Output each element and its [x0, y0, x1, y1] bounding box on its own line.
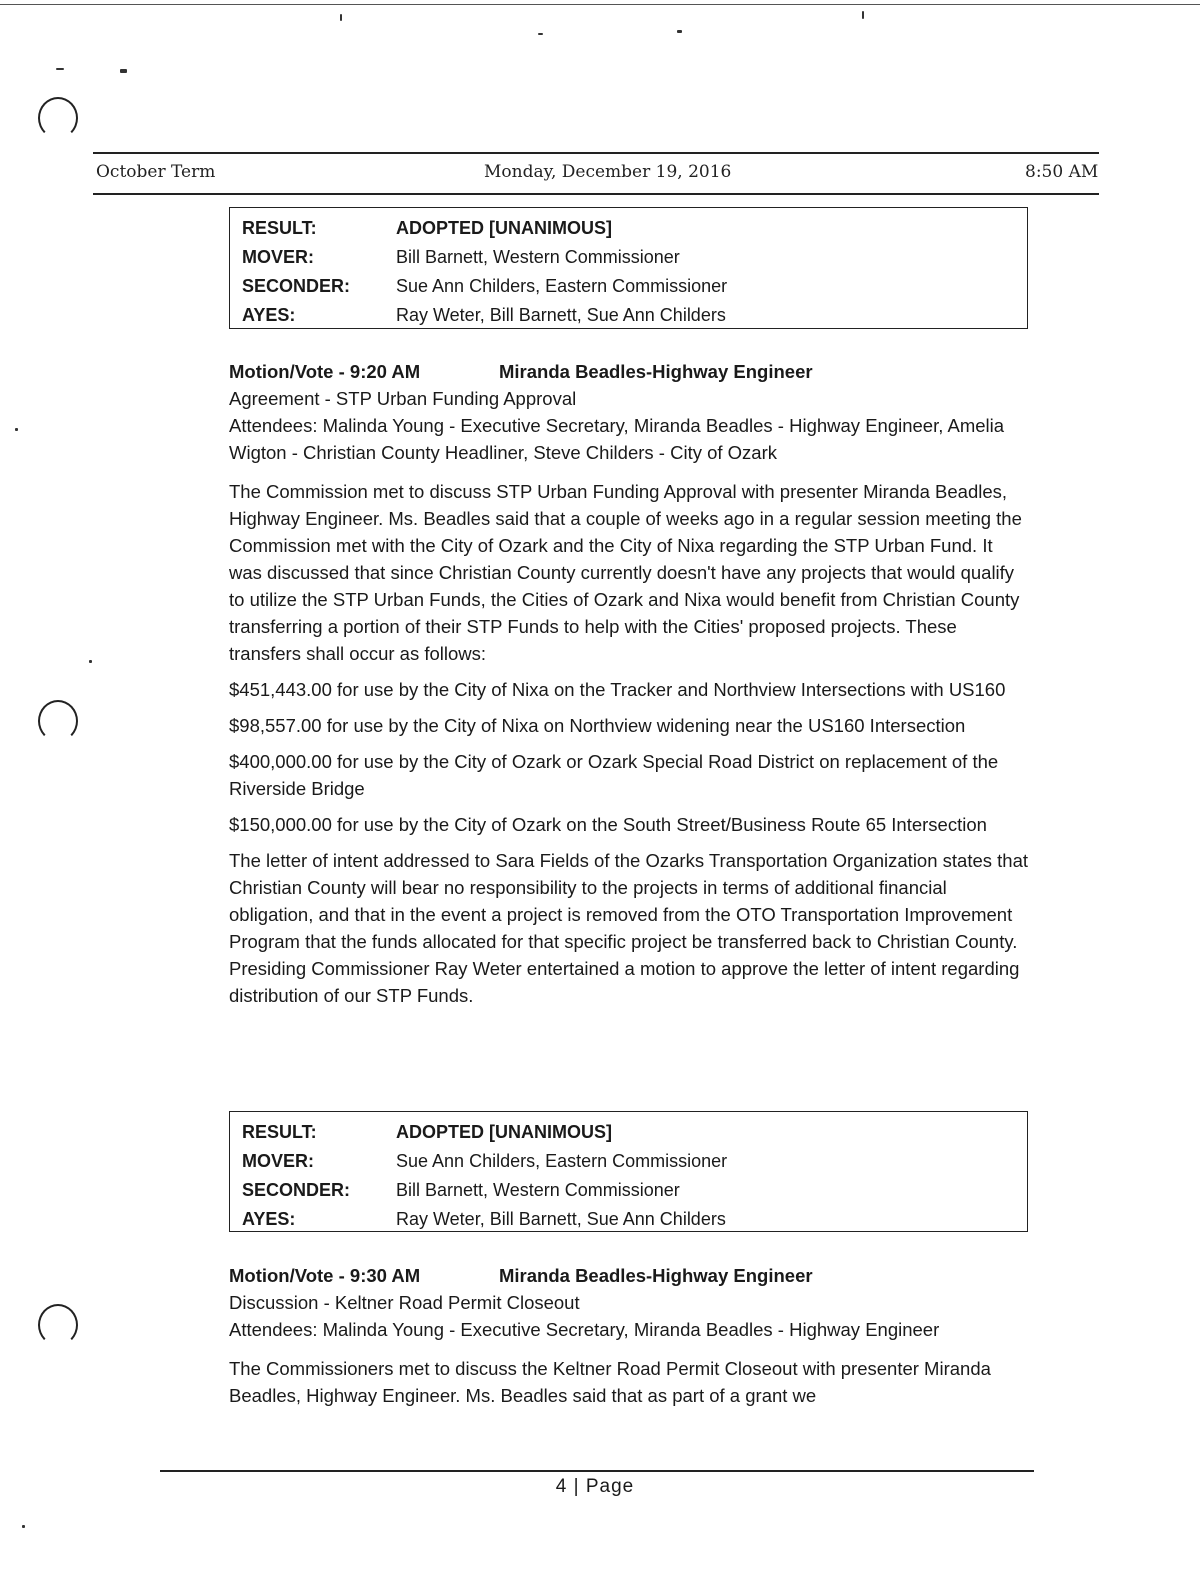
scan-speck — [89, 660, 92, 663]
punch-hole — [38, 97, 78, 139]
vote-key: AYES: — [242, 305, 296, 325]
scan-speck — [862, 11, 864, 19]
motion-heading — [229, 1262, 1029, 1289]
motion-presenter: Miranda Beadles-Highway Engineer — [499, 361, 813, 382]
vote-key: SECONDER: — [242, 276, 351, 296]
vote-row — [242, 1147, 1027, 1176]
scan-speck — [120, 69, 127, 73]
motion-label: Motion/Vote - 9:30 AM — [229, 1265, 421, 1286]
body-paragraph: The Commission met to discuss STP Urban Funding Approval with presenter Miranda Beadles, Highway Engineer. Ms. Beadles said that a couple of weeks ago in a regular session meeting the Commission met with the City of Ozark and the City of Nixa regarding the STP Urban Fund. It was discussed that since Christian County currently doesn't have any projects that would qualify to utilize the STP Urban Funds, the Cities of Ozark and Nixa would benefit from Christian County transferring a portion of their STP Funds to help with the Cities' proposed projects. These transfers shall occur as follows: — [229, 481, 1022, 664]
motion-presenter: Miranda Beadles-Highway Engineer — [499, 1265, 813, 1286]
vote-row — [242, 1205, 1027, 1234]
scan-speck — [22, 1525, 25, 1528]
motion-heading — [229, 358, 1029, 385]
vote-row — [242, 1176, 1027, 1205]
scan-top-edge — [0, 4, 1200, 5]
body-paragraph: The letter of intent addressed to Sara Fields of the Ozarks Transportation Organization states that Christian County will bear no responsibility to the projects in terms of additional financial obligation, and that in the event a project is removed from the OTO Transportation Improvement Program that the funds allocated for that specific project be transferred back to Christian County. Presiding Commissioner Ray Weter entertained a motion to approve the letter of intent regarding distribution of our STP Funds. — [229, 850, 1029, 1006]
vote-value: Sue Ann Childers, Eastern Commissioner — [396, 1151, 728, 1171]
punch-hole — [38, 700, 78, 742]
header-time: 8:50 AM — [1025, 162, 1099, 182]
vote-value: Bill Barnett, Western Commissioner — [396, 1180, 680, 1200]
motion-subject: Discussion - Keltner Road Permit Closeout — [229, 1292, 580, 1313]
header-rule-top — [93, 152, 1099, 154]
punch-hole — [38, 1304, 78, 1346]
vote-value: ADOPTED [UNANIMOUS] — [396, 218, 612, 238]
vote-key: MOVER: — [242, 247, 314, 267]
vote-key: RESULT: — [242, 218, 317, 238]
transfer-item: $150,000.00 for use by the City of Ozark on the South Street/Business Route 65 Intersection — [229, 814, 987, 835]
page-number: 4 | Page — [555, 1476, 635, 1497]
scan-speck — [56, 68, 64, 70]
scan-speck — [538, 33, 543, 35]
vote-row — [242, 301, 1027, 330]
motion-label: Motion/Vote - 9:20 AM — [229, 361, 421, 382]
motion-section — [229, 1262, 1029, 1418]
vote-value: Ray Weter, Bill Barnett, Sue Ann Childers — [396, 305, 726, 325]
vote-key: RESULT: — [242, 1122, 317, 1142]
header-date: Monday, December 19, 2016 — [484, 162, 732, 182]
header-rule-bottom — [93, 193, 1099, 195]
vote-key: SECONDER: — [242, 1180, 351, 1200]
vote-value: ADOPTED [UNANIMOUS] — [396, 1122, 612, 1142]
motion-subject: Agreement - STP Urban Funding Approval — [229, 388, 577, 409]
vote-result-box — [229, 207, 1028, 329]
vote-key: AYES: — [242, 1209, 296, 1229]
vote-row — [242, 243, 1027, 272]
vote-row — [242, 1118, 1027, 1147]
scan-speck — [677, 30, 682, 33]
vote-row — [242, 272, 1027, 301]
motion-attendees: Attendees: Malinda Young - Executive Secretary, Miranda Beadles - Highway Engineer — [229, 1319, 940, 1340]
vote-value: Ray Weter, Bill Barnett, Sue Ann Childers — [396, 1209, 726, 1229]
vote-value: Bill Barnett, Western Commissioner — [396, 247, 680, 267]
scan-speck — [15, 428, 18, 431]
motion-section — [229, 358, 1029, 1018]
transfer-item: $451,443.00 for use by the City of Nixa on the Tracker and Northview Intersections with US160 — [229, 679, 1006, 700]
scan-speck — [340, 14, 342, 21]
transfer-item: $98,557.00 for use by the City of Nixa on Northview widening near the US160 Intersection — [229, 715, 966, 736]
vote-key: MOVER: — [242, 1151, 314, 1171]
footer-rule — [160, 1470, 1034, 1472]
vote-row — [242, 214, 1027, 243]
vote-value: Sue Ann Childers, Eastern Commissioner — [396, 276, 728, 296]
transfer-item: $400,000.00 for use by the City of Ozark or Ozark Special Road District on replacement of the Riverside Bridge — [229, 751, 999, 799]
body-paragraph: The Commissioners met to discuss the Keltner Road Permit Closeout with presenter Miranda Beadles, Highway Engineer. Ms. Beadles said that as part of a grant we — [229, 1358, 991, 1406]
header-term: October Term — [96, 162, 216, 182]
motion-attendees: Attendees: Malinda Young - Executive Secretary, Miranda Beadles - Highway Engineer, Amelia Wigton - Christian County Headliner, Steve Childers - City of Ozark — [229, 415, 1005, 463]
vote-result-box — [229, 1111, 1028, 1232]
